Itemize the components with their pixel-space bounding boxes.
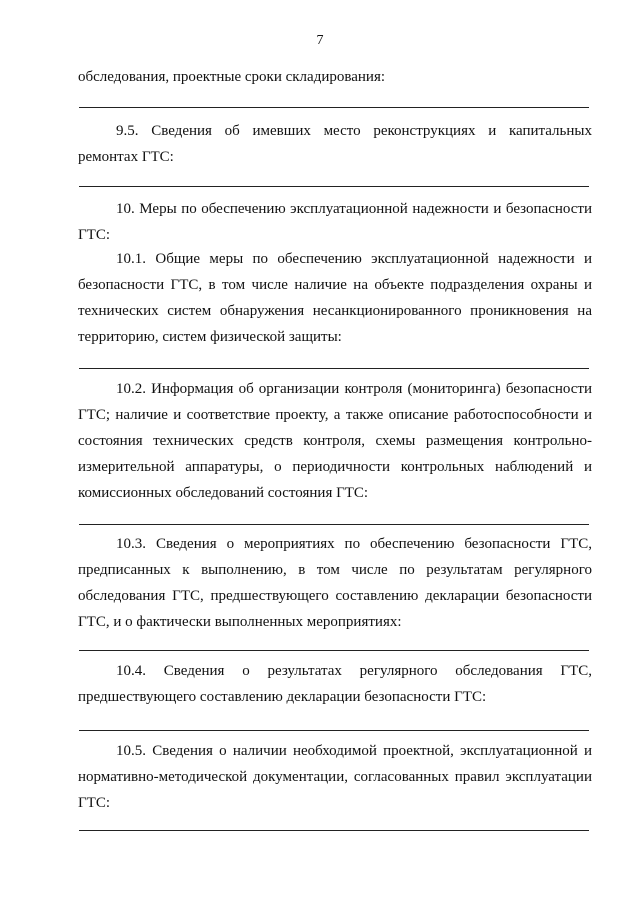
section-10-1: 10.1. Общие меры по обеспечению эксплуатационной надежности и безопасности ГТС, в том числе наличие на объекте подразделения охраны и технических систем обнаружения несанкционированного проникновения на территорию, систем физической защиты:	[78, 251, 592, 345]
fill-in-line	[79, 524, 589, 525]
section-10-4: 10.4. Сведения о результатах регулярного обследования ГТС, предшествующего составлению декларации безопасности ГТС:	[78, 663, 592, 705]
fill-in-line	[79, 830, 589, 831]
continuation-text: обследования, проектные сроки складирования:	[78, 69, 386, 85]
section-10-2: 10.2. Информация об организации контроля (мониторинга) безопасности ГТС; наличие и соответствие проекту, а также описание работоспособности и состояния технических средств контроля, схемы размещения контрольно-измерительной аппаратуры, о периодичности контрольных наблюдений и комиссионных обследований состояния ГТС:	[78, 381, 592, 501]
section-10-3: 10.3. Сведения о мероприятиях по обеспечению безопасности ГТС, предписанных к выполнению, в том числе по результатам регулярного обследования ГТС, предшествующего составлению декларации безопасности ГТС, и о фактически выполненных мероприятиях:	[78, 536, 592, 630]
fill-in-line	[79, 107, 589, 108]
page-number: 7	[316, 33, 324, 48]
fill-in-line	[79, 186, 589, 187]
section-10-5: 10.5. Сведения о наличии необходимой проектной, эксплуатационной и нормативно-методической документации, согласованных правил эксплуатации ГТС:	[78, 743, 592, 811]
section-10: 10. Меры по обеспечению эксплуатационной надежности и безопасности ГТС:	[78, 201, 592, 243]
fill-in-line	[79, 368, 589, 369]
fill-in-line	[79, 650, 589, 651]
fill-in-line	[79, 730, 589, 731]
section-9-5: 9.5. Сведения об имевших место реконструкциях и капитальных ремонтах ГТС:	[78, 123, 592, 165]
